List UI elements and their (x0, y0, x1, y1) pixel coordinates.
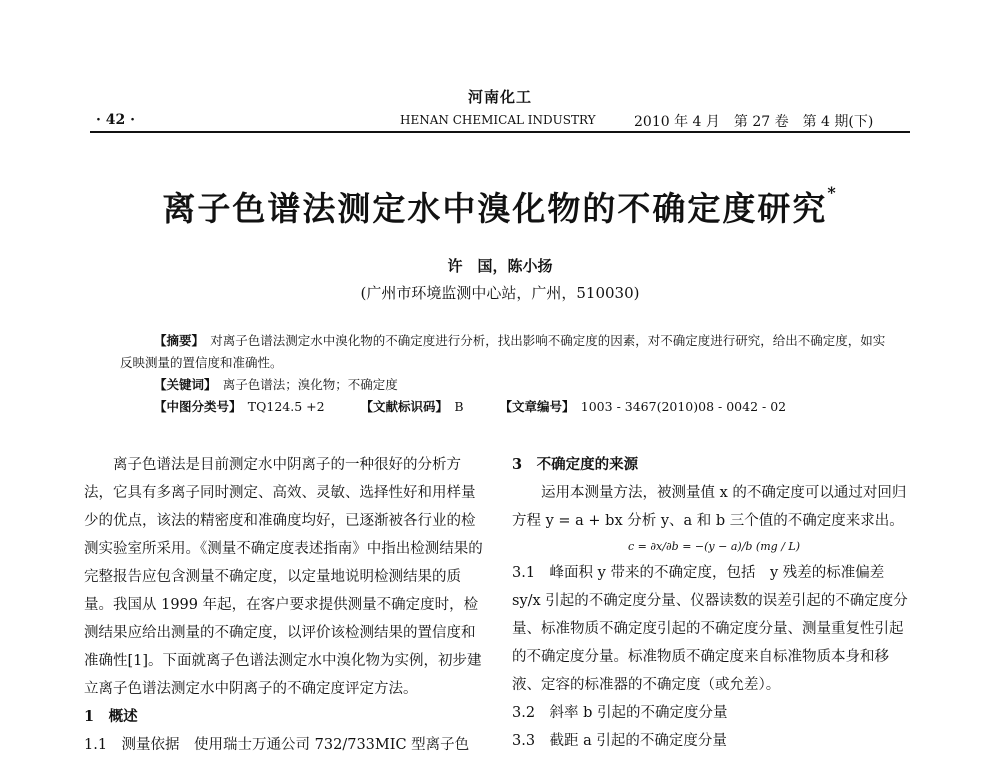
journal-title-en: HENAN CHEMICAL INDUSTRY (400, 113, 596, 127)
right-column (512, 451, 916, 755)
authors: 许 国，陈小扬 (447, 257, 553, 275)
doc-code-label: 【文献标识码】 (360, 399, 442, 414)
section-3-3: 3.3 截距 a 引起的不确定度分量 (512, 733, 727, 749)
affiliation: (广州市环境监测中心站，广州，510030) (360, 284, 640, 302)
page-number: · 42 · (96, 112, 135, 128)
abstract-label: 【摘要】 (154, 333, 198, 348)
article-no-value: 1003 - 3467(2010)08 - 0042 - 02 (580, 399, 787, 414)
section-1-1: 1.1 测量依据 使用瑞士万通公司 732/733MIC 型离子色 (84, 737, 470, 753)
section-3-intro: 运用本测量方法，被测量值 x 的不确定度可以通过对回归方程 y = a + bx 分析 y、a 和 b 三个值的不确定度来求出。 (512, 485, 907, 529)
header-rule (90, 131, 910, 133)
title-footnote-mark: * (827, 183, 838, 202)
keywords-text: 离子色谱法；溴化物；不确定度 (222, 377, 398, 392)
left-column (84, 451, 488, 759)
journal-title-cn: 河南化工 (467, 88, 532, 106)
keywords-label: 【关键词】 (154, 377, 211, 392)
abstract (120, 330, 890, 374)
section-3-1: 3.1 峰面积 y 带来的不确定度，包括 y 残差的标准偏差 sy/x 引起的不确定度分量、仪器读数的误差引起的不确定度分量、标准物质不确定度引起的不确定度分量、测量重复性引起的不确定度分量。标准物质不确定度来自标准物质本身和移液、定容的标准器的不确定度（或允差）。 (512, 565, 908, 693)
article-no-label: 【文章编号】 (499, 399, 569, 414)
abstract-block (120, 330, 890, 418)
section-3-heading: 3 不确定度的来源 (512, 456, 639, 473)
section-3-2: 3.2 斜率 b 引起的不确定度分量 (512, 705, 728, 721)
issue-info: 2010 年 4 月 第 27 卷 第 4 期(下) (634, 114, 874, 130)
abstract-text: 对离子色谱法测定水中溴化物的不确定度进行分析，找出影响不确定度的因素，对不确定度进行研究，给出不确定度，如实反映测量的置信度和准确性。 (120, 333, 886, 370)
classification-row (120, 396, 890, 418)
section-1-heading: 1 概述 (84, 708, 138, 725)
clc-value: TQ124.5 +2 (247, 399, 325, 414)
intro-paragraph: 离子色谱法是目前测定水中阴离子的一种很好的分析方法，它具有多离子同时测定、高效、灵敏、选择性好和用样量少的优点，该法的精密度和准确度均好，已逐渐被各行业的检测实验室所采用。《测量不确定度表述指南》中指出检测结果的完整报告应包含测量不确定度，以定量地说明检测结果的质量。我国从 1999 年起，在客户要求提供测量不确定度时，检测结果应给出测量的不确定度，以评价该检测结果的置信度和准确性[1]。下面就离子色谱法测定水中溴化物为实例，初步建立离子色谱法测定水中阴离子的不确定度评定方法。 (84, 457, 483, 697)
formula: c = ∂x/∂b = −(y − a)/b (mg / L) (628, 540, 800, 553)
title-text: 离子色谱法测定水中溴化物的不确定度研究 (162, 189, 828, 228)
doc-code-value: B (454, 399, 464, 414)
clc-label: 【中图分类号】 (154, 399, 236, 414)
article-title (0, 183, 1000, 230)
keywords (120, 374, 890, 396)
